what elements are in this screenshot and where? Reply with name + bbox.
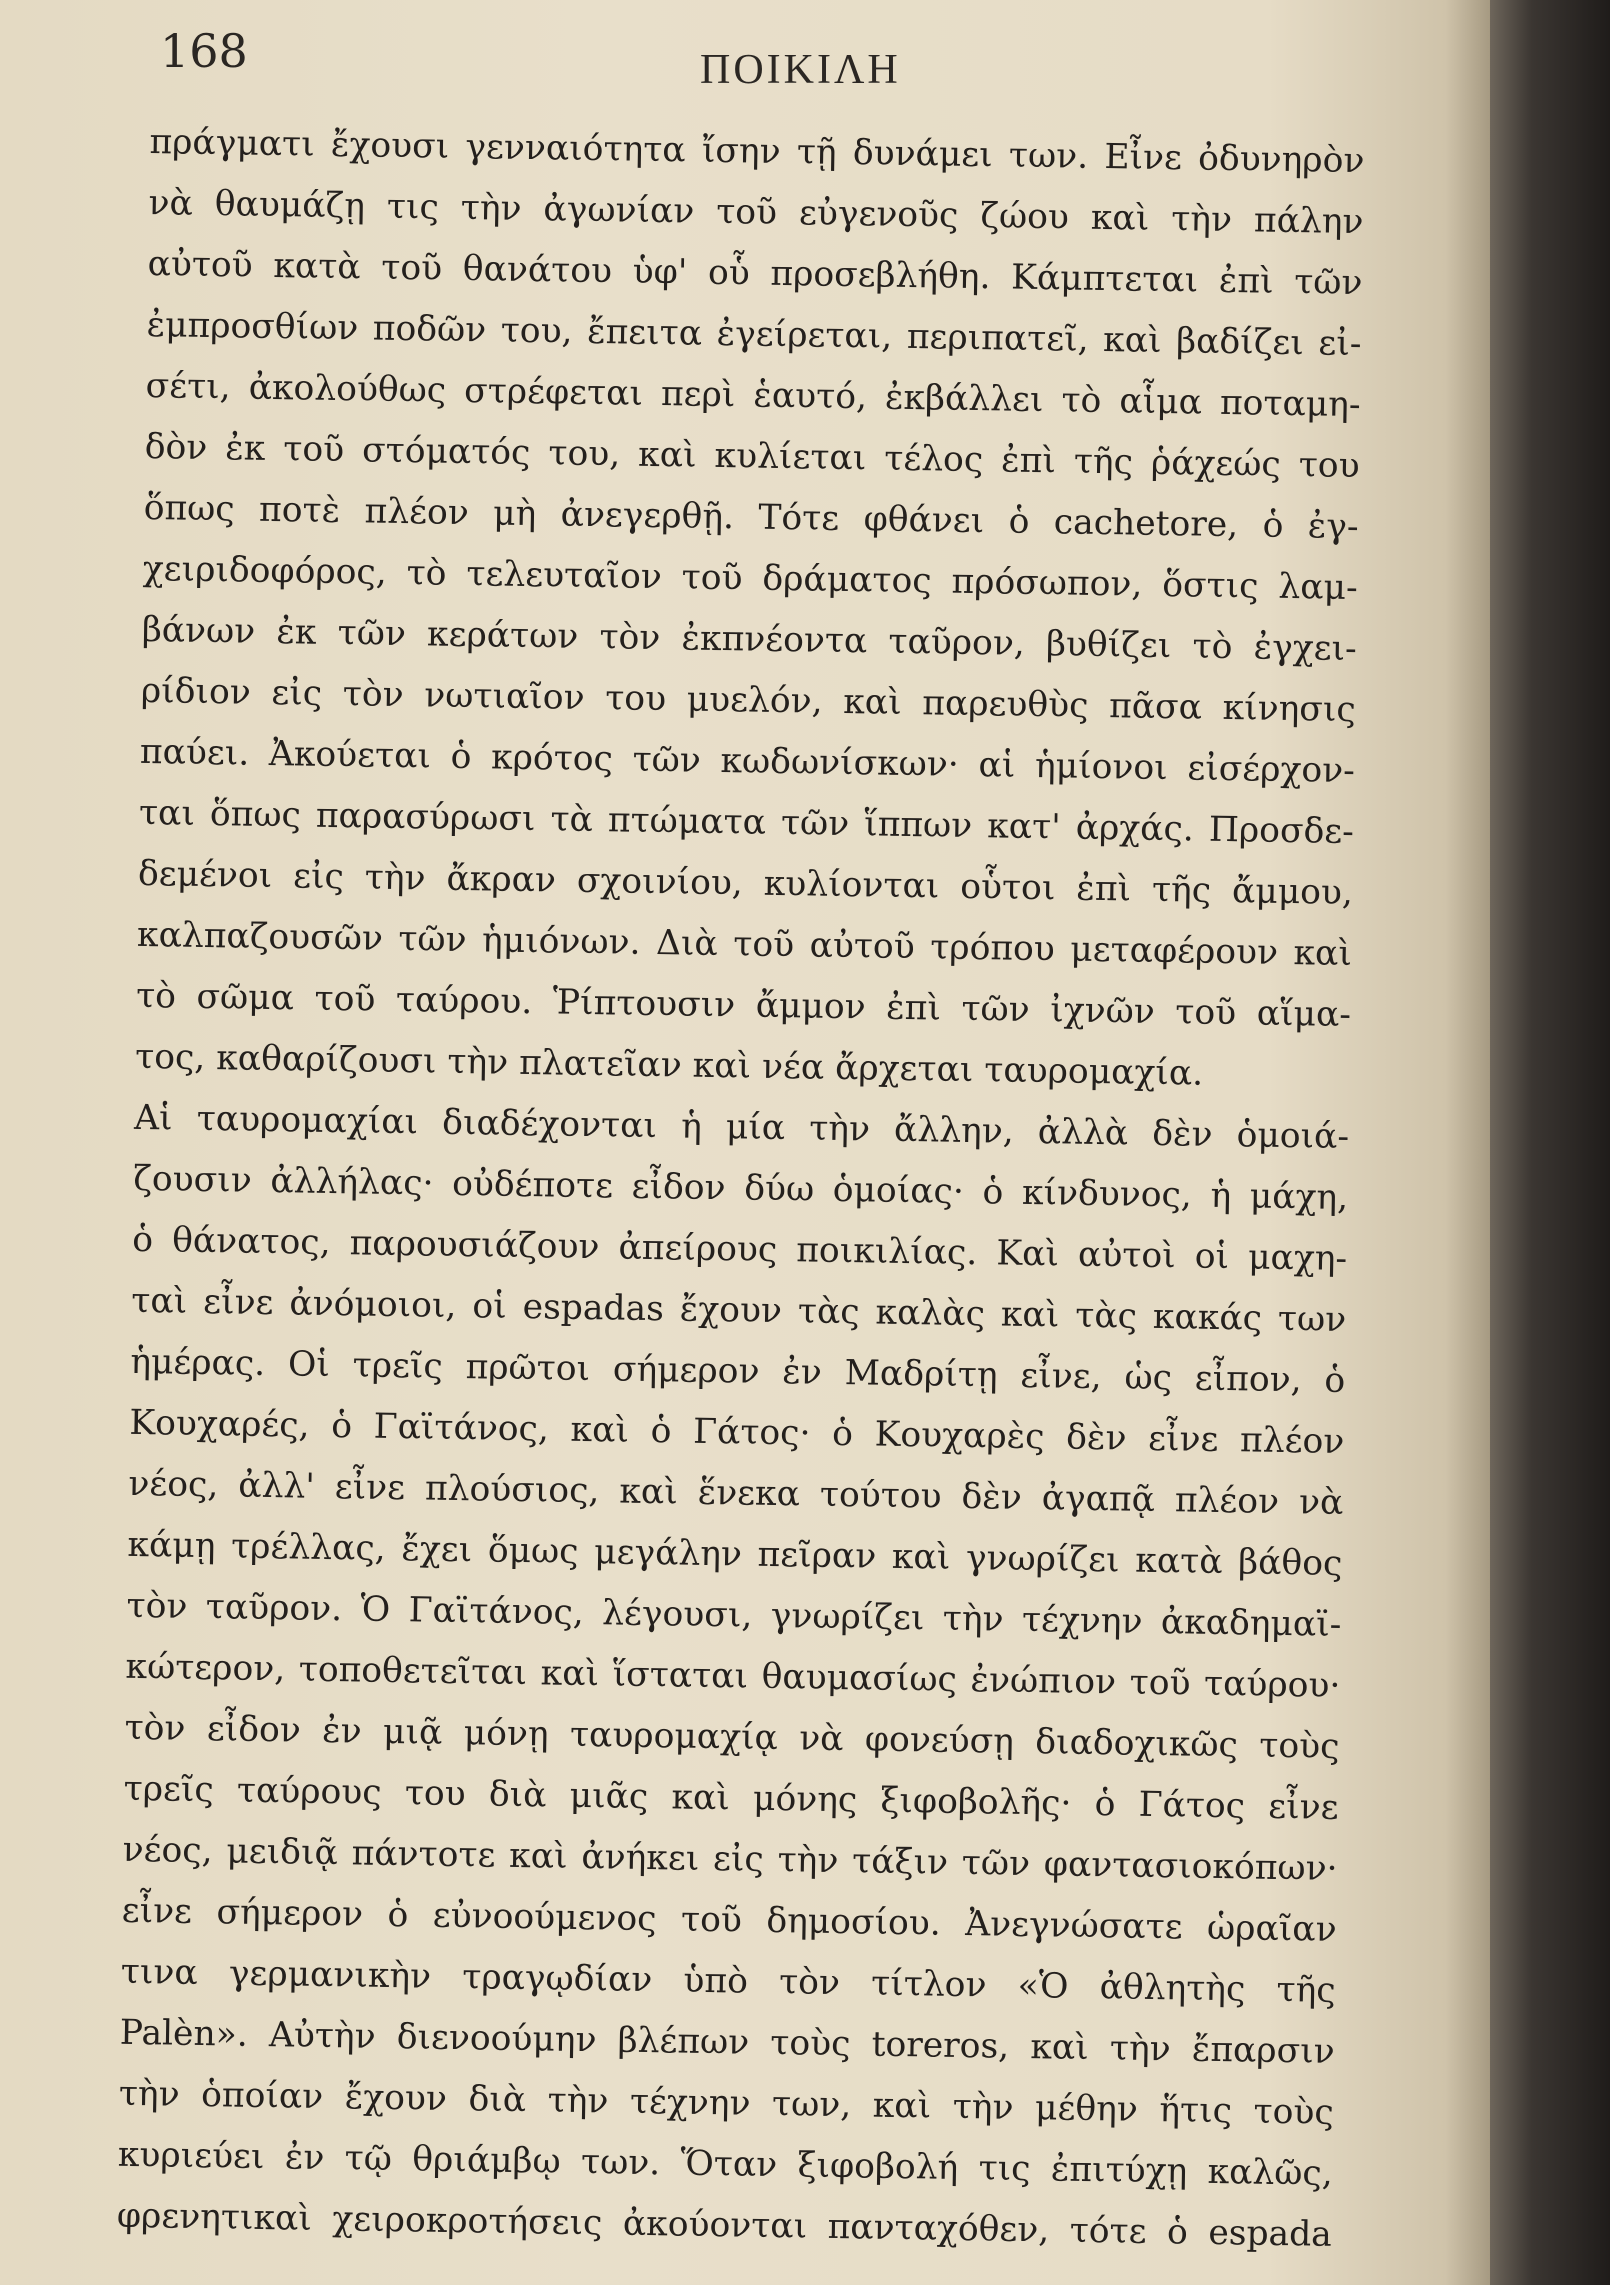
text-line: χειριδοφόρος, τὸ τελευταῖον τοῦ δράματος πρόσωπον, ὅστις λαμ- — [142, 548, 1358, 609]
text-line: νέος, ἀλλ' εἶνε πλούσιος, καὶ ἕνεκα τούτου δὲν ἀγαπᾷ πλέον νὰ — [128, 1463, 1344, 1523]
text-line: τινα γερμανικὴν τραγῳδίαν ὑπὸ τὸν τίτλον «Ὁ ἀθλητὴς τῆς — [120, 1951, 1336, 2011]
text-line: κυριεύει ἐν τῷ θριάμβῳ των. Ὅταν ξιφοβολή τις ἐπιτύχῃ καλῶς, — [117, 2134, 1334, 2194]
page-number: 168 — [160, 24, 248, 78]
body-text — [116, 112, 1364, 2266]
text-line: κώτερον, τοποθετεῖται καὶ ἵσταται θαυμασίως ἐνώπιον τοῦ ταύρου· — [125, 1646, 1341, 1706]
text-line: νὰ θαυμάζῃ τις τὴν ἀγωνίαν τοῦ εὐγενοῦς ζώου καὶ τὴν πάλην — [148, 182, 1364, 243]
text-line: ἡμέρας. Οἱ τρεῖς πρῶτοι σήμερον ἐν Μαδρίτῃ εἶνε, ὡς εἶπον, ὁ — [130, 1341, 1346, 1401]
text-line: πράγματι ἔχουσι γενναιότητα ἴσην τῇ δυνάμει των. Εἶνε ὀδυνηρὸν — [149, 121, 1365, 182]
text-line: τὸν εἶδον ἐν μιᾷ μόνῃ ταυρομαχίᾳ νὰ φονεύσῃ διαδοχικῶς τοὺς — [124, 1707, 1340, 1767]
text-line: εἶνε σήμερον ὁ εὐνοούμενος τοῦ δημοσίου. Ἀνεγνώσατε ὡραῖαν — [121, 1890, 1337, 1950]
text-line: δὸν ἐκ τοῦ στόματός του, καὶ κυλίεται τέλος ἐπὶ τῆς ῥάχεώς του — [144, 426, 1360, 487]
text-line: βάνων ἐκ τῶν κεράτων τὸν ἐκπνέοντα ταῦρον, βυθίζει τὸ ἐγχει- — [141, 609, 1358, 670]
text-line: δεμένοι εἰς τὴν ἄκραν σχοινίου, κυλίονται οὗτοι ἐπὶ τῆς ἄμμου, — [137, 853, 1354, 913]
text-line: Palèn». Αὐτὴν διενοούμην βλέπων τοὺς toreros, καὶ τὴν ἔπαρσιν — [119, 2012, 1335, 2072]
text-line: ζουσιν ἀλλήλας· οὐδέποτε εἶδον δύω ὁμοίας· ὁ κίνδυνος, ἡ μάχη, — [132, 1158, 1349, 1218]
text-line: αὐτοῦ κατὰ τοῦ θανάτου ὑφ' οὗ προσεβλήθη. Κάμπτεται ἐπὶ τῶν — [147, 243, 1363, 304]
text-line: καλπαζουσῶν τῶν ἡμιόνων. Διὰ τοῦ αὐτοῦ τρόπου μεταφέρουν καὶ — [136, 914, 1353, 974]
book-page-edge — [1490, 0, 1610, 2285]
text-line: ταὶ εἶνε ἀνόμοιοι, οἱ espadas ἔχουν τὰς καλὰς καὶ τὰς κακάς των — [131, 1280, 1347, 1340]
text-line: ἐμπροσθίων ποδῶν του, ἔπειτα ἐγείρεται, περιπατεῖ, καὶ βαδίζει εἰ- — [146, 304, 1362, 365]
text-line: ρίδιον εἰς τὸν νωτιαῖον του μυελόν, καὶ παρευθὺς πᾶσα κίνησις — [140, 670, 1357, 731]
text-line: Αἱ ταυρομαχίαι διαδέχονται ἡ μία τὴν ἄλλην, ἀλλὰ δὲν ὁμοιά- — [133, 1097, 1350, 1157]
text-line: κάμῃ τρέλλας, ἔχει ὅμως μεγάλην πεῖραν καὶ γνωρίζει κατὰ βάθος — [127, 1524, 1343, 1584]
running-head: ΠΟΙΚΙΛΗ — [700, 47, 901, 93]
text-line: ται ὅπως παρασύρωσι τὰ πτώματα τῶν ἵππων κατ' ἀρχάς. Προσδε- — [138, 792, 1355, 852]
text-line: σέτι, ἀκολούθως στρέφεται περὶ ἑαυτό, ἐκβάλλει τὸ αἷμα ποταμη- — [145, 365, 1361, 426]
text-line: φρενητικαὶ χειροκροτήσεις ἀκούονται πανταχόθεν, τότε ὁ espada — [116, 2195, 1333, 2255]
text-line: τρεῖς ταύρους του διὰ μιᾶς καὶ μόνης ξιφοβολῆς· ὁ Γάτος εἶνε — [123, 1768, 1339, 1828]
text-line: τὸν ταῦρον. Ὁ Γαϊτάνος, λέγουσι, γνωρίζει τὴν τέχνην ἀκαδημαϊ- — [126, 1585, 1342, 1645]
text-line: νέος, μειδιᾷ πάντοτε καὶ ἀνήκει εἰς τὴν τάξιν τῶν φαντασιοκόπων· — [122, 1829, 1338, 1889]
text-line: παύει. Ἀκούεται ὁ κρότος τῶν κωδωνίσκων· αἱ ἡμίονοι εἰσέρχον- — [139, 731, 1356, 792]
text-line: ὁ θάνατος, παρουσιάζουν ἀπείρους ποικιλίας. Καὶ αὐτοὶ οἱ μαχη- — [131, 1219, 1348, 1279]
text-line: τὸ σῶμα τοῦ ταύρου. Ῥίπτουσιν ἄμμον ἐπὶ τῶν ἰχνῶν τοῦ αἵμα- — [135, 975, 1352, 1035]
text-line: Κουχαρές, ὁ Γαϊτάνος, καὶ ὁ Γάτος· ὁ Κουχαρὲς δὲν εἶνε πλέον — [129, 1402, 1345, 1462]
text-line: ὅπως ποτὲ πλέον μὴ ἀνεγερθῇ. Τότε φθάνει ὁ cachetore, ὁ ἐγ- — [143, 487, 1359, 548]
text-line: τος, καθαρίζουσι τὴν πλατεῖαν καὶ νέα ἄρχεται ταυρομαχία. — [134, 1036, 1204, 1094]
text-line: τὴν ὁποίαν ἔχουν διὰ τὴν τέχνην των, καὶ τὴν μέθην ἥτις τοὺς — [118, 2073, 1335, 2133]
